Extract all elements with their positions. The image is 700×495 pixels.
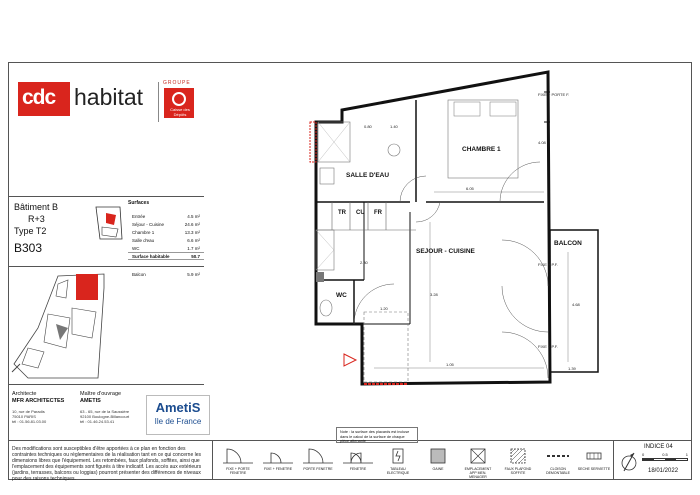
owner-city: 92100 Boulogne-Billancourt xyxy=(80,414,130,419)
closet-cu: CU xyxy=(356,210,365,216)
gaine-icon xyxy=(421,445,455,465)
owner-phone: tél : 01.46.24.53.41 xyxy=(80,419,115,424)
north-arrow-icon xyxy=(620,447,638,475)
owner-address: 63 - 65, rue de la Saussière xyxy=(80,409,130,414)
legend-label: EMPLACEMENT APP MEN. MENAGER xyxy=(464,467,492,479)
fixe-fenetre-icon xyxy=(261,445,295,465)
room-chambre: CHAMBRE 1 xyxy=(462,146,501,153)
site-plan xyxy=(8,268,128,382)
room-wc: WC xyxy=(336,292,347,299)
seche-serviette-icon xyxy=(577,445,611,465)
legend-label: FIXE + FENETRE xyxy=(263,467,293,471)
room-sejour: SEJOUR - CUISINE xyxy=(416,248,475,255)
closet-tr: TR xyxy=(338,210,346,216)
closet-fr: FR xyxy=(374,210,382,216)
indice-label: INDICE 04 xyxy=(644,444,673,450)
scale-labels: 0 0.5 1 xyxy=(642,452,688,457)
cloison-demontable-icon xyxy=(541,445,575,465)
legend-label: FAUX PLAFOND SOFFITE xyxy=(504,467,532,475)
brand-logo xyxy=(8,62,204,142)
surface-row: Chambre 1 13.3 m² xyxy=(132,229,200,235)
tableau-electrique-icon xyxy=(381,445,415,465)
dimension: 3.28 xyxy=(430,292,438,297)
groupe-label: GROUPE xyxy=(163,80,191,86)
type-label: Type T2 xyxy=(14,226,47,236)
logo-divider xyxy=(158,82,159,122)
surfaces-header: Surfaces xyxy=(128,200,150,206)
architect-name: MFR ARCHITECTES xyxy=(12,398,65,404)
credits-block xyxy=(8,384,204,440)
room-salle-eau: SALLE D'EAU xyxy=(346,172,390,179)
ametis-logo: AmetiS Ile de France xyxy=(146,395,210,435)
dimension: 6.05 xyxy=(466,186,474,191)
architect-phone: tél : 01.56.81.03.00 xyxy=(12,419,47,424)
dimension: FIXE + P.F. xyxy=(538,344,558,349)
dimension: 1.40 xyxy=(390,124,398,129)
architect-city: 75010 PARIS xyxy=(12,414,36,419)
legend-label: CLOISON DEMONTABLE xyxy=(546,467,570,475)
appareil-menager-icon xyxy=(461,445,495,465)
surface-total-row: Surface habitable 50.7 xyxy=(128,252,204,260)
dimension: 1.20 xyxy=(380,306,388,311)
caisse-label: Caisse des Dépôts xyxy=(170,107,190,117)
niveau-label: R+3 xyxy=(28,214,45,224)
dimension: FIXE + P.F. xyxy=(538,262,558,267)
dimension: FIXE + PORTE F. xyxy=(538,92,570,97)
balcon-row: Balcon 5.9 m² xyxy=(132,271,200,277)
legend-label: GAINE xyxy=(432,467,444,471)
dimension: 2.80 xyxy=(360,260,368,265)
fixe-porte-fenetre-icon xyxy=(221,445,255,465)
surface-row: Salle d'eau 6.6 m² xyxy=(132,237,200,243)
legend-label: TABLEAU ELECTRIQUE xyxy=(386,467,410,475)
surfaces-table xyxy=(128,200,204,278)
dimension: 1.05 xyxy=(446,362,454,367)
caisse-circle-icon xyxy=(172,92,186,106)
symbol-legend xyxy=(213,440,613,480)
surface-note: Note : la surface des placards est incluse dans le calcul de la surface de chaque pièce attenante xyxy=(336,427,418,443)
owner-role: Maître d'ouvrage xyxy=(80,391,122,397)
faux-plafond-icon xyxy=(501,445,535,465)
caisse-des-depots-logo xyxy=(164,88,194,118)
surface-row: WC 1.7 m² xyxy=(132,245,200,251)
batiment-label: Bâtiment B xyxy=(14,202,59,212)
revision-block xyxy=(613,440,692,480)
fenetre-icon xyxy=(341,445,375,465)
surface-row: Séjour - Cuisine 24.6 m² xyxy=(132,221,200,227)
floor-plan xyxy=(204,62,692,443)
dimension: 4.68 xyxy=(572,302,580,307)
porte-fenetre-icon xyxy=(301,445,335,465)
revision-date: 18/01/2022 xyxy=(648,468,679,474)
legend-label: PORTE FENETRE xyxy=(303,467,333,471)
room-balcon: BALCON xyxy=(554,240,582,247)
legend-label: FENETRE xyxy=(349,467,367,471)
architect-role: Architecte xyxy=(12,391,37,397)
scale-bar xyxy=(642,458,688,461)
dimension: 4.08 xyxy=(538,140,546,145)
lot-number: B303 xyxy=(14,241,43,255)
legend-label: SECHE SERVIETTE xyxy=(577,467,611,471)
habitat-logo-text: habitat xyxy=(74,84,144,110)
owner-name: AMETIS xyxy=(80,398,101,404)
disclaimer-text: Des modifications sont susceptibles d'être apportées à ce plan en fonction des contraintes techniques ou réglementaires de la réalisation tant en ce qui concerne les dimensions libres que l'équipement. Les retombées, faux plafonds, soffites, ainsi que l'emplacement des équipements sont figurés à titre indicatif. Les accès aux extérieurs (jardins, terrasses, balcons ou loggias) pourront présenter des différences de niveaux pour des raisons techniques. xyxy=(8,440,213,480)
architect-address: 10, rue de Paradis xyxy=(12,409,45,414)
dimension: 0.80 xyxy=(364,124,372,129)
cdc-logo-text: cdc xyxy=(22,86,56,109)
legend-label: FIXE + PORTE FENETRE xyxy=(226,467,250,475)
dimension: 1.39 xyxy=(568,366,576,371)
surface-row: Entrée 4.5 m² xyxy=(132,213,200,219)
floor-key-map xyxy=(90,203,130,243)
